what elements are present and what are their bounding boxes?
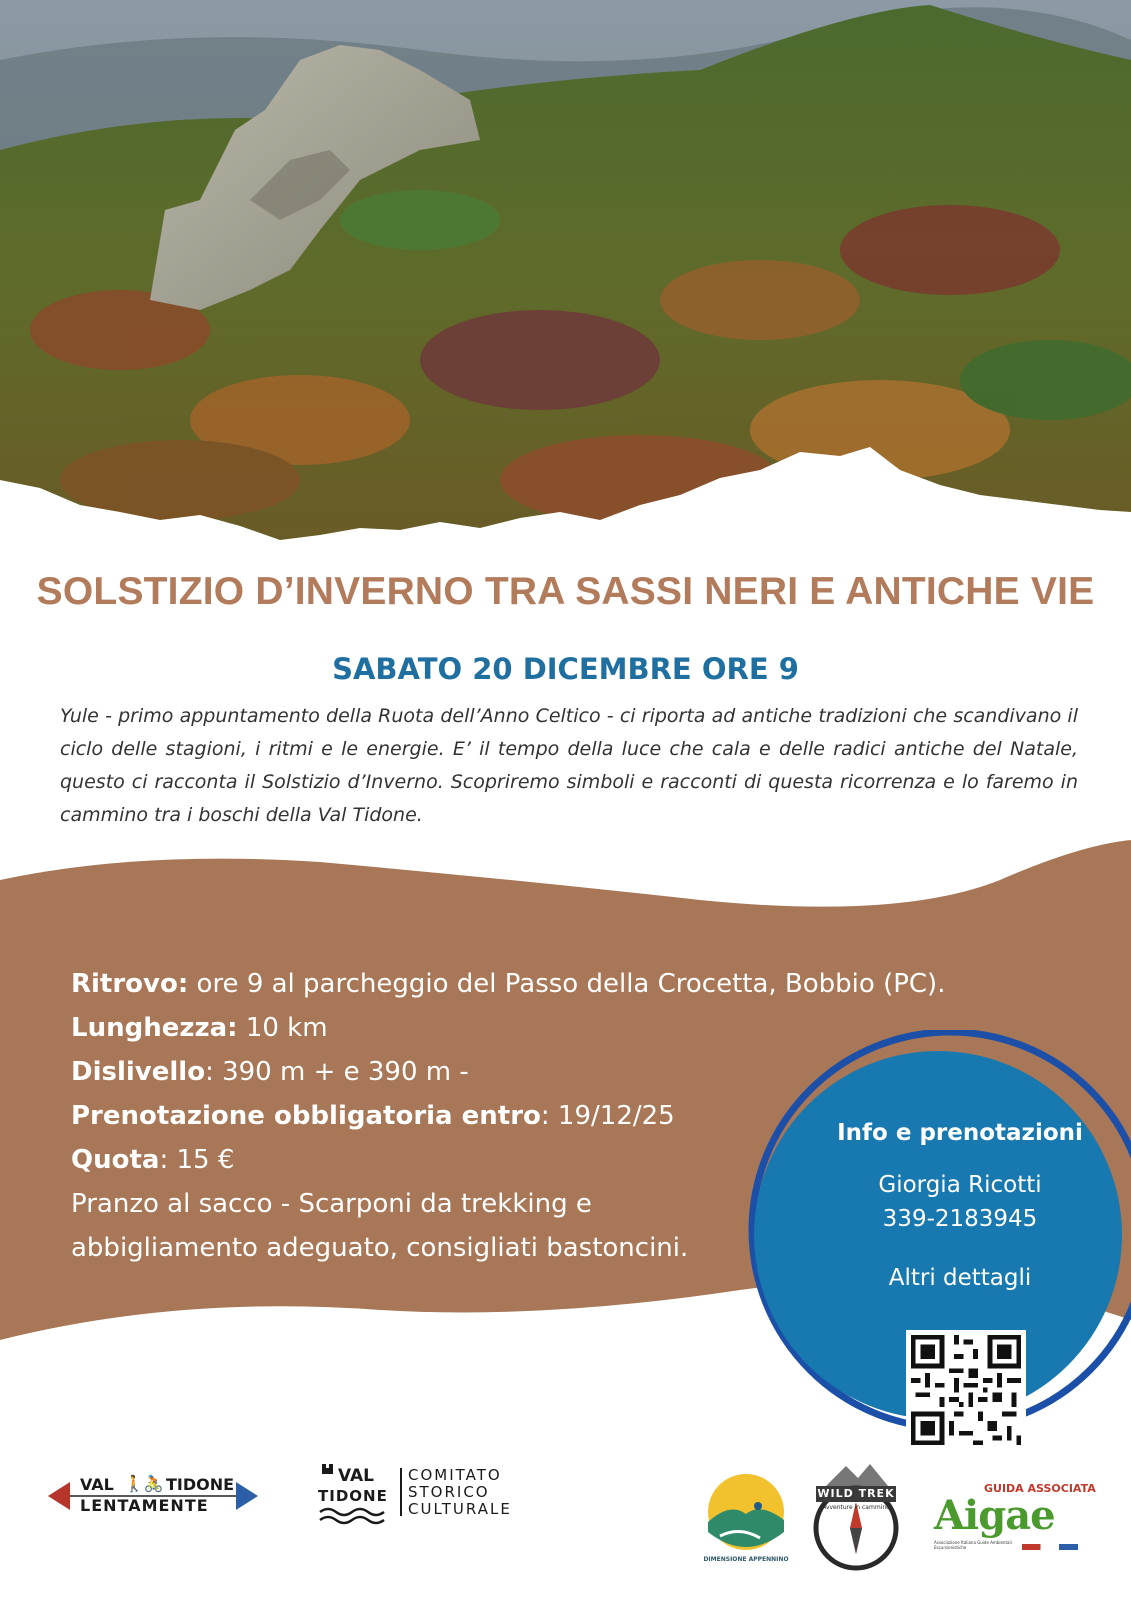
dimensione-appennino-logo [700, 1472, 792, 1572]
aigae-subtitle: Associazione Italiana Guide Ambientali Escursionistiche [934, 1540, 1012, 1550]
comitato-line2: STORICO [408, 1483, 490, 1501]
notes-line-1: Pranzo al sacco - Scarponi da trekking e [71, 1189, 592, 1219]
divider [400, 1468, 402, 1516]
event-date: SABATO 20 DICEMBRE ORE 9 [332, 652, 799, 686]
meeting-value: ore 9 al parcheggio del Passo della Crocetta, Bobbio (PC). [188, 969, 946, 999]
qr-code-icon[interactable] [906, 1330, 1026, 1450]
notes-line-2: abbigliamento adeguato, consigliati bastoncini. [71, 1233, 689, 1263]
comitato-storico-logo [316, 1460, 536, 1530]
aigae-flag-bar [1022, 1544, 1078, 1550]
comitato-tidone: TIDONE [318, 1487, 388, 1505]
fee-value: : 15 € [159, 1145, 235, 1175]
wild-trek-logo [806, 1456, 906, 1576]
length-value: 10 km [237, 1013, 328, 1043]
wild-trek-name: WILD TREK [817, 1487, 895, 1500]
meeting-label: Ritrovo: [71, 969, 189, 999]
fee-label: Quota [71, 1145, 160, 1175]
vtl-line1-left: VAL [80, 1475, 114, 1494]
vtl-line1-right: TIDONE [166, 1475, 235, 1494]
contact-phone[interactable]: 339-2183945 [882, 1206, 1038, 1232]
comitato-line1: COMITATO [408, 1466, 502, 1484]
val-tidone-lentamente-logo [48, 1474, 258, 1518]
aigae-badge: GUIDA ASSOCIATA [984, 1482, 1096, 1495]
comitato-val: VAL [338, 1466, 374, 1486]
compass-mountain-icon [806, 1456, 906, 1572]
elevation-label: Dislivello [71, 1057, 206, 1087]
aigae-name: Aigae [934, 1492, 1055, 1539]
elevation-value: : 390 m + e 390 m - [205, 1057, 469, 1087]
contact-title: Info e prenotazioni [837, 1120, 1083, 1146]
more-details-label: Altri dettagli [888, 1265, 1032, 1291]
comitato-line3: CULTURALE [408, 1500, 512, 1518]
event-title: SOLSTIZIO D’INVERNO TRA SASSI NERI E ANTICHE VIE [36, 570, 1095, 613]
vtl-line2: LENTAMENTE [80, 1496, 209, 1515]
contact-name: Giorgia Ricotti [878, 1172, 1042, 1198]
mountain-sun-icon [700, 1472, 792, 1552]
dimensione-appennino-name: DIMENSIONE APPENNINO [703, 1556, 789, 1563]
event-description: Yule - primo appuntamento della Ruota dell’Anno Celtico - ci riporta ad antiche tradizioni che scandivano il ciclo delle stagioni, i ritmi e le energie. E’ il tempo della luce che cala e delle radici antiche del Natale, questo ci racconta il Solstizio d’Inverno. Scopriremo simboli e racconti di questa ricorrenza e lo faremo in cammino tra i boschi della Val Tidone. [60, 705, 1078, 826]
mountain-forest-photo [0, 0, 1131, 560]
hiker-cyclist-icon: 🚶🚴 [124, 1474, 164, 1493]
length-label: Lunghezza: [71, 1013, 238, 1043]
booking-label: Prenotazione obbligatoria entro [71, 1101, 541, 1131]
aigae-logo [934, 1482, 1094, 1552]
wild-trek-tagline: Avventure in cammino [822, 1504, 890, 1511]
meeting-row [71, 962, 945, 1006]
booking-value: : 19/12/25 [540, 1101, 675, 1131]
